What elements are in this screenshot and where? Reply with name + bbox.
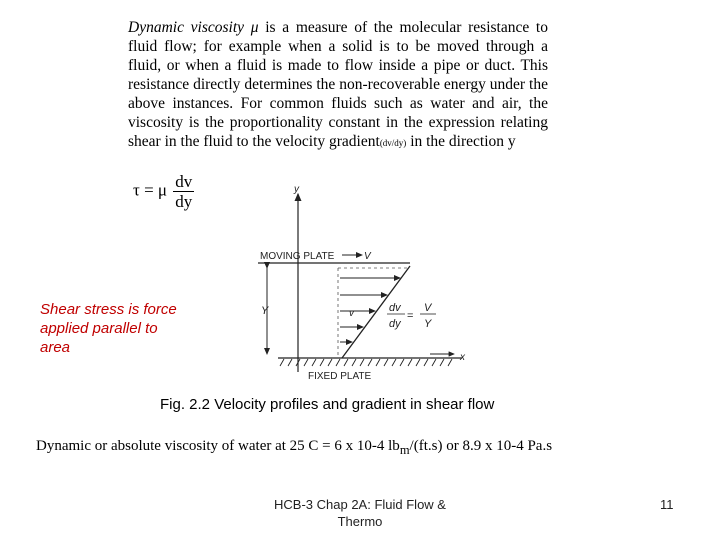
slide-footer: HCB-3 Chap 2A: Fluid Flow & Thermo [274, 497, 446, 529]
shear-stress-note: Shear stress is force applied parallel to area [40, 301, 177, 356]
paragraph-body: is a measure of the molecular resistance to fluid flow; for example when a solid is to be moved through a fluid, or when a fluid is made to flow inside a pipe or duct. This resistance directly determines the non-recoverable energy under the above instances. For common fluids such as water and air, the viscosity is the proportionality constant in the expression relating shear in the fluid to the velocity gradient [128, 19, 548, 150]
moving-plate-velocity: V [364, 251, 371, 262]
equation-denominator: dy [175, 192, 193, 211]
viscosity-statement [36, 438, 552, 458]
page-number: 11 [660, 497, 674, 512]
shear-flow-diagram [250, 180, 480, 385]
y-axis-label: y [294, 184, 299, 195]
paragraph-tail: in the direction y [406, 133, 516, 150]
scanned-paragraph [128, 18, 548, 153]
moving-plate-label: MOVING PLATE [260, 251, 335, 262]
equals-sign: = [407, 310, 414, 322]
fixed-plate-label: FIXED PLATE [308, 371, 372, 382]
x-axis-label: x [460, 352, 465, 363]
viscosity-text: Dynamic or absolute viscosity of water at 25 C = 6 x 10-4 lb [36, 438, 400, 454]
ratio-numerator: V [424, 302, 432, 314]
viscosity-text-end: /(ft.s) or 8.9 x 10-4 Pa.s [409, 438, 553, 454]
equation-lhs: τ = μ [133, 180, 168, 200]
paragraph-lead: Dynamic viscosity μ [128, 19, 259, 36]
figure-caption: Fig. 2.2 Velocity profiles and gradient in shear flow [160, 396, 495, 413]
gradient-numerator: dv [389, 302, 401, 314]
equation-numerator: dv [175, 172, 193, 191]
gradient-denominator: dy [389, 318, 401, 330]
gradient-note: (dv/dy) [379, 138, 407, 148]
height-label: Y [261, 305, 269, 317]
local-velocity-label: v [349, 308, 354, 319]
equation-fraction [173, 172, 194, 211]
shear-equation [133, 172, 194, 211]
viscosity-subscript: m [399, 443, 410, 457]
ratio-denominator: Y [424, 318, 432, 330]
fixed-plate-hatching [280, 359, 452, 366]
